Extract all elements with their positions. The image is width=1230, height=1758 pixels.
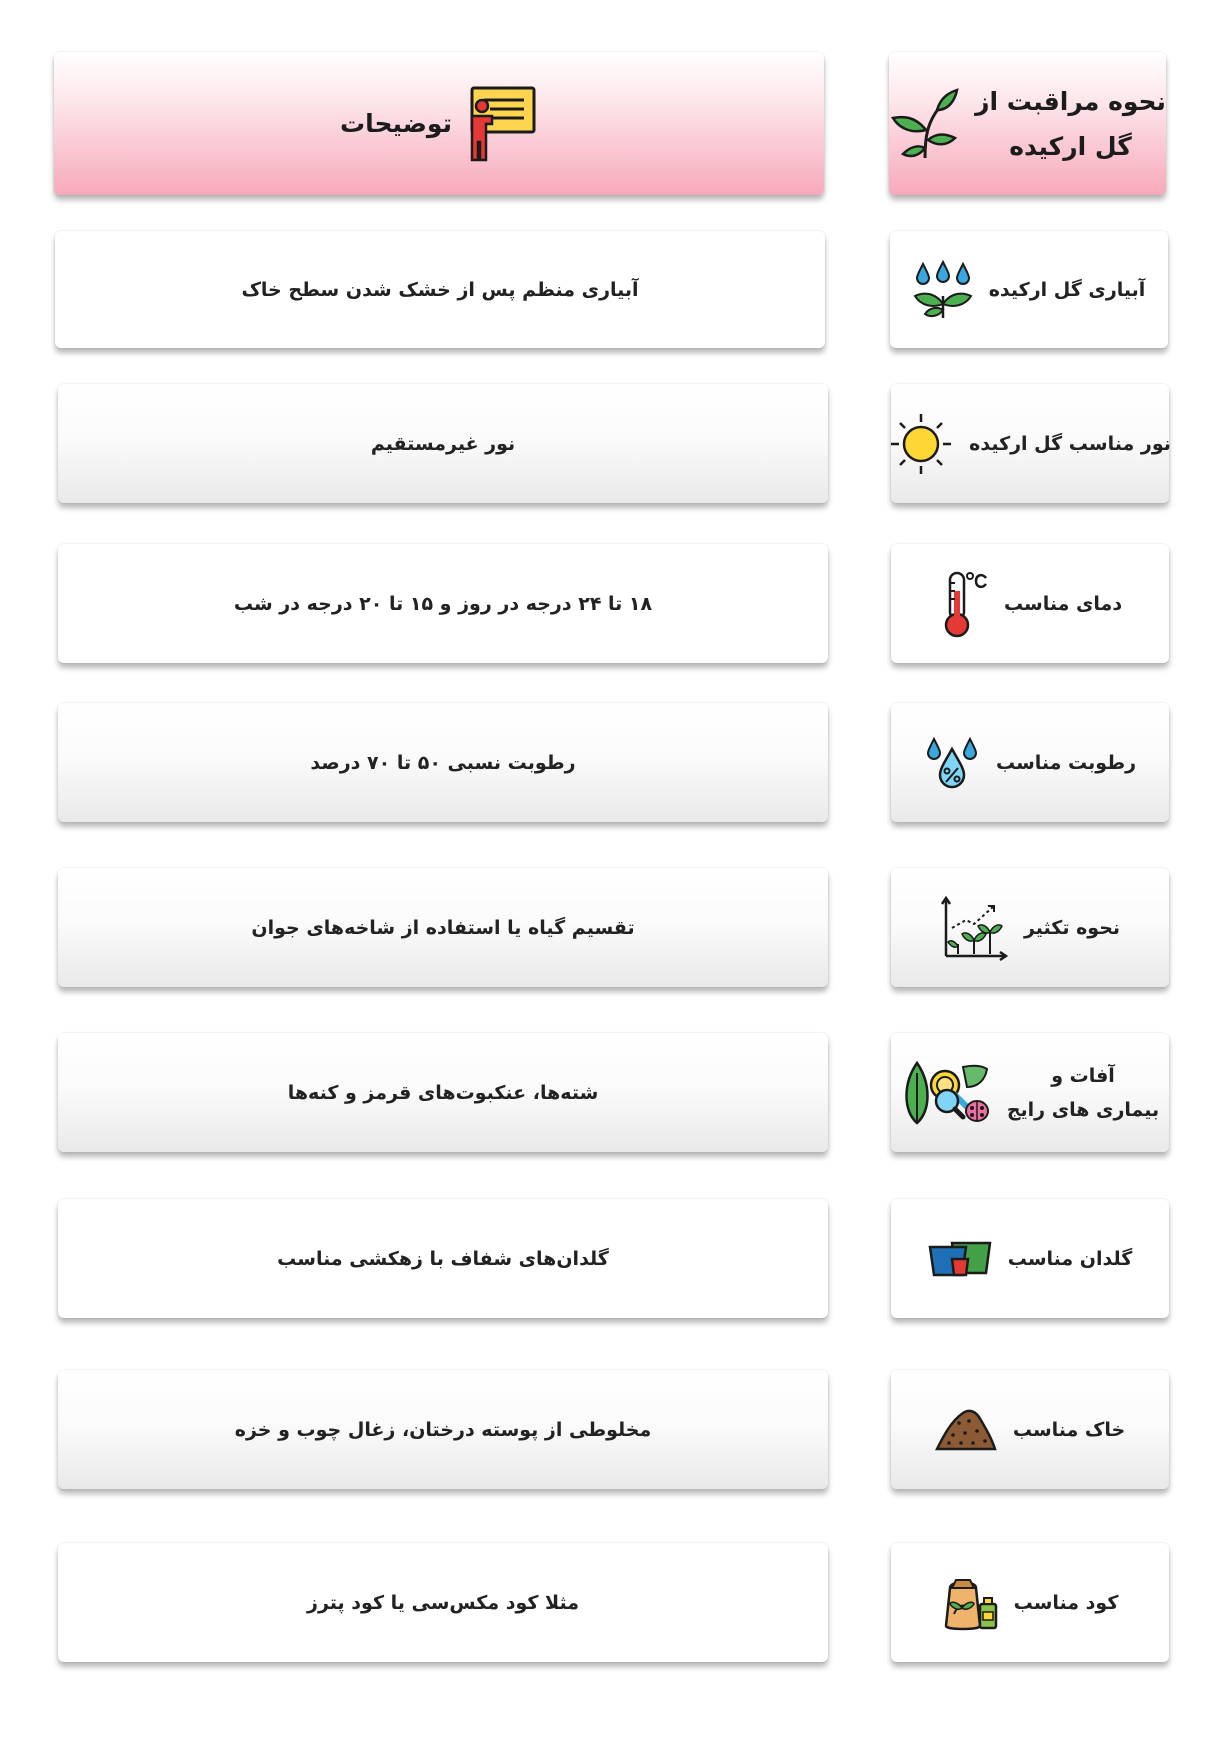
sun-icon [889, 412, 953, 476]
row-label: خاک مناسب [1012, 1418, 1126, 1441]
label-card-fertilizer [891, 1543, 1169, 1662]
label-card-humidity [891, 703, 1169, 822]
water-drops-plant-icon [913, 260, 973, 320]
title-header [889, 79, 1166, 169]
description-card-propagation [58, 868, 828, 987]
row-description: تقسیم گیاه یا استفاده از شاخه‌های جوان [251, 916, 635, 939]
row-label: آفات و بیماری های رایج [1006, 1064, 1160, 1121]
page-title-line-1: نحوه مراقبت از [975, 86, 1166, 116]
row-label: آبیاری گل ارکیده [988, 278, 1146, 301]
flower-pots-icon [928, 1239, 992, 1279]
row-description: ۱۸ تا ۲۴ درجه در روز و ۱۵ تا ۲۰ درجه در شب [233, 592, 653, 615]
label-card-soil [891, 1370, 1169, 1489]
description-header-card [54, 52, 824, 195]
row-description: شته‌ها، عنکبوت‌های قرمز و کنه‌ها [287, 1081, 599, 1104]
label-card-light [891, 384, 1169, 503]
thermometer-icon [938, 569, 988, 639]
description-title: توضیحات [340, 109, 452, 138]
row-label: رطوبت مناسب [995, 751, 1137, 774]
row-description: نور غیرمستقیم [370, 432, 516, 455]
row-description: گلدان‌های شفاف با زهکشی مناسب [277, 1247, 609, 1270]
row-label: نور مناسب گل ارکیده [969, 432, 1171, 455]
description-card-watering [55, 231, 825, 348]
row-description: آبیاری منظم پس از خشک شدن سطح خاک [241, 278, 639, 301]
growth-chart-icon [940, 894, 1008, 962]
pest-magnifier-icon [901, 1061, 991, 1125]
description-card-fertilizer [58, 1543, 828, 1662]
page-title [975, 79, 1166, 169]
humidity-drops-icon [924, 735, 980, 791]
row-description: مثلا کود مکس‌سی یا کود پترز [307, 1591, 579, 1614]
label-card-propagation [891, 868, 1169, 987]
label-card-pests [891, 1033, 1169, 1152]
fertilizer-bag-icon [942, 1574, 998, 1632]
presentation-board-icon [468, 84, 538, 164]
description-card-light [58, 384, 828, 503]
description-card-pests [58, 1033, 828, 1152]
description-card-humidity [58, 703, 828, 822]
row-label: دمای مناسب [1003, 592, 1123, 615]
title-header-card [889, 52, 1166, 195]
description-card-soil [58, 1370, 828, 1489]
description-header [340, 84, 538, 164]
description-card-pot [58, 1199, 828, 1318]
row-label: کود مناسب [1013, 1591, 1119, 1614]
soil-pile-icon [935, 1407, 997, 1453]
label-card-watering [890, 231, 1168, 348]
label-card-temperature [891, 544, 1169, 663]
row-description: رطوبت نسبی ۵۰ تا ۷۰ درصد [310, 751, 576, 774]
label-card-pot [891, 1199, 1169, 1318]
page-title-line-2: گل ارکیده [1009, 131, 1132, 161]
row-description: مخلوطی از پوسته درختان، زغال چوب و خزه [234, 1418, 652, 1441]
description-card-temperature [58, 544, 828, 663]
row-label: گلدان مناسب [1007, 1247, 1133, 1270]
leaf-sprout-icon [889, 88, 959, 160]
row-label: نحوه تکثیر [1023, 916, 1121, 939]
